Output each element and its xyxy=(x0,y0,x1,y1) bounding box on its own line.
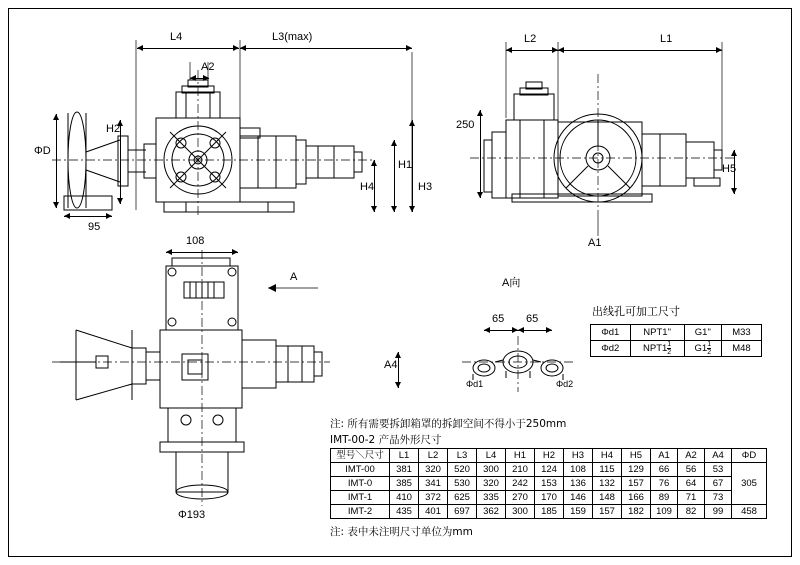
dim-phid1-label: Φd1 xyxy=(466,379,484,389)
npt-fraction: 1 2 xyxy=(667,341,672,356)
dim-l3-label: L3(max) xyxy=(272,31,313,43)
dim-l2-label: L2 xyxy=(524,33,537,45)
cell: 401 xyxy=(419,505,448,519)
dim-95-line xyxy=(64,216,112,217)
cell: 124 xyxy=(535,463,564,477)
cell: 320 xyxy=(419,463,448,477)
dim-l1-label: L1 xyxy=(660,33,673,45)
view-arrow-a-label: A xyxy=(290,271,298,283)
cell: 132 xyxy=(593,477,622,491)
dim-h2-line xyxy=(120,120,121,204)
cell: 166 xyxy=(622,491,651,505)
outlet-npt: NPT1 1 2 xyxy=(630,341,684,357)
dim-h1-label: H1 xyxy=(398,159,413,171)
dim-95-label: 95 xyxy=(88,221,101,233)
dim-h5-label: H5 xyxy=(722,163,737,175)
drawing-title: IMT-00-2 产品外形尺寸 xyxy=(330,434,442,446)
cell: 99 xyxy=(705,505,732,519)
dim-phi193-label: Φ193 xyxy=(178,509,206,521)
dim-l3-line xyxy=(240,48,412,49)
dim-h4-line xyxy=(374,160,375,212)
col-l3: L3 xyxy=(448,449,477,463)
dim-l2-line xyxy=(506,50,558,51)
outlet-m: M48 xyxy=(721,341,761,357)
cell: 82 xyxy=(678,505,705,519)
cell: 71 xyxy=(678,491,705,505)
cell: 242 xyxy=(506,477,535,491)
dim-65a-line xyxy=(484,330,518,331)
dim-65b-label: 65 xyxy=(526,313,539,325)
outlet-row xyxy=(591,341,762,357)
cell: 300 xyxy=(477,463,506,477)
cell: 362 xyxy=(477,505,506,519)
col-h2: H2 xyxy=(535,449,564,463)
cell: 67 xyxy=(705,477,732,491)
dim-l4-line xyxy=(137,48,239,49)
col-l1: L1 xyxy=(390,449,419,463)
cell: 56 xyxy=(678,463,705,477)
cell: 159 xyxy=(564,505,593,519)
dim-a2-line xyxy=(190,78,209,79)
outlet-sym: Φd1 xyxy=(591,325,631,341)
table-corner-label: 型号＼尺寸 xyxy=(331,449,390,463)
dim-a4-line xyxy=(398,352,399,388)
dim-a2-label: A2 xyxy=(201,61,215,73)
outlet-table-caption: 出线孔可加工尺寸 xyxy=(592,305,680,318)
dim-h3-line xyxy=(394,140,395,212)
cell: 320 xyxy=(477,477,506,491)
table-row xyxy=(331,491,767,505)
dim-108-label: 108 xyxy=(186,235,205,247)
dim-250-label: 250 xyxy=(456,119,475,131)
note-units: 注: 表中未注明尺寸单位为mm xyxy=(330,526,473,538)
dim-phid-line xyxy=(56,114,57,208)
dim-l1-line xyxy=(558,50,722,51)
dimension-table xyxy=(330,448,767,519)
cell: 64 xyxy=(678,477,705,491)
cell: 157 xyxy=(593,505,622,519)
table-row xyxy=(331,477,767,491)
cell: 76 xyxy=(651,477,678,491)
cell: 341 xyxy=(419,477,448,491)
table-row xyxy=(331,505,767,519)
dim-l4-label: L4 xyxy=(170,31,183,43)
row-model: IMT-2 xyxy=(331,505,390,519)
table-header-row xyxy=(331,449,767,463)
dim-h4-label: H4 xyxy=(360,181,375,193)
dim-65a-label: 65 xyxy=(492,313,505,325)
cell: 136 xyxy=(564,477,593,491)
cell: 153 xyxy=(535,477,564,491)
cell: 146 xyxy=(564,491,593,505)
note-disassembly: 注: 所有需要拆卸箱罩的拆卸空间不得小于250mm xyxy=(330,418,567,430)
dim-h2-label: H2 xyxy=(106,123,121,135)
dim-a4-label: A4 xyxy=(384,359,398,371)
cell: 381 xyxy=(390,463,419,477)
outlet-m: M33 xyxy=(721,325,761,341)
col-h1: H1 xyxy=(506,449,535,463)
col-a4: A4 xyxy=(705,449,732,463)
dim-phid2-label: Φd2 xyxy=(556,379,574,389)
cell: 300 xyxy=(506,505,535,519)
dim-h3-label: H3 xyxy=(418,181,433,193)
outlet-sym: Φd2 xyxy=(591,341,631,357)
section-a-label: A向 xyxy=(502,277,521,289)
col-l4: L4 xyxy=(477,449,506,463)
cell: 530 xyxy=(448,477,477,491)
cell: 625 xyxy=(448,491,477,505)
dim-250-line xyxy=(480,110,481,198)
row-model: IMT-0 xyxy=(331,477,390,491)
cell: 148 xyxy=(593,491,622,505)
cell: 53 xyxy=(705,463,732,477)
col-l2: L2 xyxy=(419,449,448,463)
col-h5: H5 xyxy=(622,449,651,463)
outlet-g: G1 1 2 xyxy=(684,341,721,357)
cell: 520 xyxy=(448,463,477,477)
cell: 157 xyxy=(622,477,651,491)
outlet-table xyxy=(590,324,762,357)
cell: 435 xyxy=(390,505,419,519)
cell: 335 xyxy=(477,491,506,505)
col-h3: H3 xyxy=(564,449,593,463)
cell: 66 xyxy=(651,463,678,477)
cell: 385 xyxy=(390,477,419,491)
row-model: IMT-00 xyxy=(331,463,390,477)
cell: 109 xyxy=(651,505,678,519)
col-phid: ΦD xyxy=(732,449,767,463)
cell-phid-last: 458 xyxy=(732,505,767,519)
cell: 410 xyxy=(390,491,419,505)
outlet-npt: NPT1" xyxy=(630,325,684,341)
cell: 210 xyxy=(506,463,535,477)
col-h4: H4 xyxy=(593,449,622,463)
col-a2: A2 xyxy=(678,449,705,463)
dim-a1-label: A1 xyxy=(588,237,602,249)
cell: 129 xyxy=(622,463,651,477)
cell: 89 xyxy=(651,491,678,505)
cell-phid-merged: 305 xyxy=(732,463,767,505)
cell: 185 xyxy=(535,505,564,519)
cell: 115 xyxy=(593,463,622,477)
outlet-row xyxy=(591,325,762,341)
cell: 270 xyxy=(506,491,535,505)
cell: 697 xyxy=(448,505,477,519)
col-a1: A1 xyxy=(651,449,678,463)
cell: 372 xyxy=(419,491,448,505)
g-fraction: 1 2 xyxy=(707,341,712,356)
table-row xyxy=(331,463,767,477)
dim-65b-line xyxy=(518,330,552,331)
dim-108-line xyxy=(166,252,238,253)
outlet-g: G1" xyxy=(684,325,721,341)
cell: 108 xyxy=(564,463,593,477)
cell: 182 xyxy=(622,505,651,519)
row-model: IMT-1 xyxy=(331,491,390,505)
dim-h1-line xyxy=(412,120,413,212)
cell: 73 xyxy=(705,491,732,505)
dim-phid-label: ΦD xyxy=(34,145,51,157)
cell: 170 xyxy=(535,491,564,505)
